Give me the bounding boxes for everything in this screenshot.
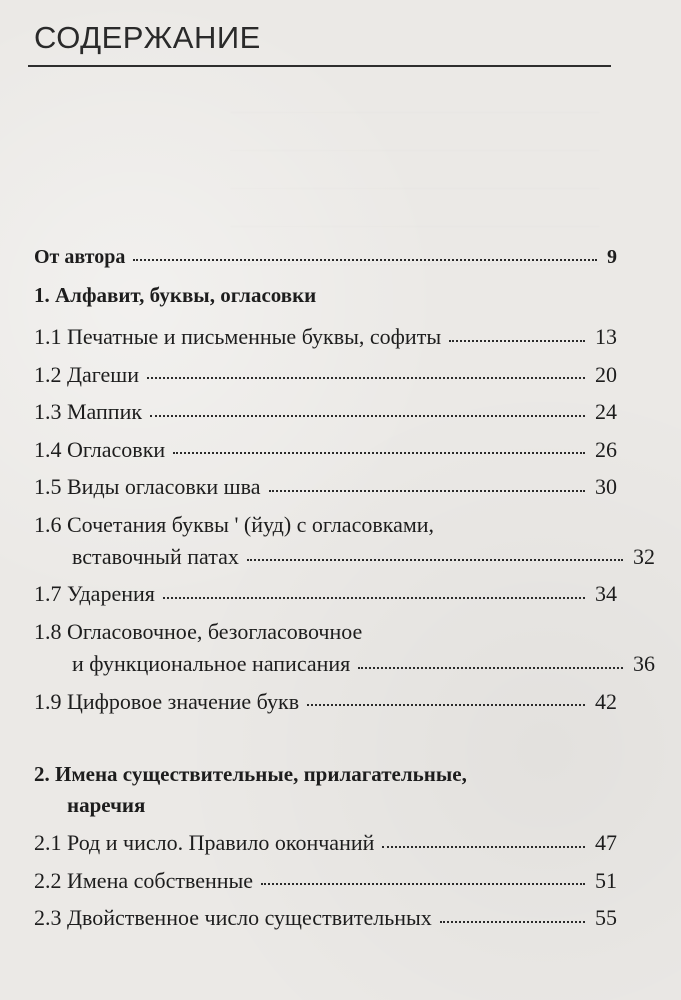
toc-line-2-2 — [34, 868, 617, 894]
section-heading-1 — [34, 283, 617, 308]
toc-number-1-1: 1.1 — [34, 324, 62, 350]
dot-leader-1-5 — [269, 490, 586, 492]
toc-title-text-1-1: Печатные и письменные буквы, софиты — [67, 324, 442, 350]
toc-number-1-3: 1.3 — [34, 399, 62, 425]
page-title: СОДЕРЖАНИЕ — [34, 20, 261, 55]
toc-title-text-1-5: Виды огласовки шва — [67, 474, 261, 500]
toc-page-1-5: 30 — [595, 474, 617, 500]
toc-number-1-5: 1.5 — [34, 474, 62, 500]
toc-title-1-7 — [62, 581, 155, 607]
toc-entry-2-2 — [34, 868, 617, 894]
toc-page-2-3: 55 — [595, 905, 617, 931]
toc-line-1-9 — [34, 689, 617, 715]
dot-leader-2-1 — [382, 846, 585, 848]
toc-title-1-9 — [62, 689, 300, 715]
toc-page-1-8: 36 — [633, 650, 655, 676]
toc-entry-1-7 — [34, 581, 617, 607]
toc-number-1-4: 1.4 — [34, 436, 62, 462]
show-through-text — [230, 95, 600, 265]
toc-line-1-4 — [34, 437, 617, 463]
toc-page-1-6: 32 — [633, 543, 655, 569]
toc-title-1-5 — [62, 474, 261, 500]
toc-line-1-1 — [34, 324, 617, 350]
toc-number-1-7: 1.7 — [34, 581, 62, 607]
section-heading-2 — [34, 762, 617, 818]
dot-leader-1-2 — [147, 377, 585, 379]
dot-leader-1-3 — [150, 415, 585, 417]
toc-line-1-2 — [34, 362, 617, 388]
dot-leader-1-6 — [247, 559, 623, 561]
toc-title-line1-1-8 — [34, 619, 617, 645]
toc-number-1-9: 1.9 — [34, 688, 62, 714]
section-title-2-line2: наречия — [67, 793, 146, 818]
toc-title-text-1-4: Огласовки — [67, 436, 166, 462]
toc-page-1-7: 34 — [595, 581, 617, 607]
toc-title-1-1 — [62, 324, 442, 350]
toc-title-text-1-9: Цифровое значение букв — [67, 688, 300, 714]
toc-line-2-3 — [34, 905, 617, 931]
toc-page-author: 9 — [607, 246, 617, 268]
dot-leader-1-9 — [307, 704, 585, 706]
toc-entry-1-3 — [34, 399, 617, 425]
toc-page-2-2: 51 — [595, 867, 617, 893]
toc-title-2-1 — [62, 830, 375, 856]
toc-entry-1-1 — [34, 324, 617, 350]
toc-title-text-2-1: Род и число. Правило окончаний — [67, 830, 375, 856]
toc-entry-2-1 — [34, 830, 617, 856]
toc-entry-1-4 — [34, 437, 617, 463]
toc-title-first-line-1-6: Сочетания буквы ' (йуд) с огласовками, — [67, 511, 435, 537]
dot-leader-2-3 — [440, 921, 585, 923]
toc-title-text-1-7: Ударения — [67, 581, 155, 607]
toc-number-2-3: 2.3 — [34, 905, 62, 931]
toc-page-1-2: 20 — [595, 361, 617, 387]
dot-leader-2-2 — [261, 883, 585, 885]
toc-title-second-line-1-6: вставочный патах — [72, 543, 239, 569]
toc-line-1-8 — [34, 651, 655, 677]
toc-entry-1-2 — [34, 362, 617, 388]
toc-number-2-2: 2.2 — [34, 867, 62, 893]
table-of-contents — [34, 246, 655, 931]
toc-page-2-1: 47 — [595, 830, 617, 856]
toc-number-2-1: 2.1 — [34, 830, 62, 856]
toc-page-1-3: 24 — [595, 399, 617, 425]
toc-number-1-2: 1.2 — [34, 361, 62, 387]
toc-line-author — [34, 246, 617, 269]
toc-title-1-3 — [62, 399, 143, 425]
toc-title-1-4 — [62, 437, 166, 463]
toc-title-text-1-2: Дагеши — [67, 361, 139, 387]
toc-line-1-5 — [34, 474, 617, 500]
dot-leader-1-7 — [163, 597, 585, 599]
toc-title-1-2 — [62, 362, 139, 388]
toc-title-text-2-2: Имена собственные — [67, 867, 254, 893]
toc-title-line1-1-6 — [34, 512, 617, 538]
toc-entry-1-5 — [34, 474, 617, 500]
dot-leader-1-4 — [173, 452, 585, 454]
toc-title-text-2-3: Двойственное число существительных — [67, 905, 432, 931]
section-title-2-line1: 2. Имена существительные, прилагательные, — [34, 762, 467, 787]
toc-line-1-7 — [34, 581, 617, 607]
toc-page-1-1: 13 — [595, 324, 617, 350]
toc-title-second-line-1-8: и функциональное написания — [72, 650, 351, 676]
dot-leader-author — [133, 259, 597, 261]
dot-leader-1-1 — [449, 340, 585, 342]
toc-line-2-1 — [34, 830, 617, 856]
toc-entry-1-8 — [34, 618, 655, 677]
toc-entry-author — [34, 246, 617, 269]
toc-number-1-6: 1.6 — [34, 511, 62, 537]
toc-title-first-line-1-8: Огласовочное, безогласовочное — [67, 618, 363, 644]
toc-line-1-6 — [34, 544, 655, 570]
toc-page-1-9: 42 — [595, 688, 617, 714]
toc-title-text-1-3: Маппик — [67, 399, 143, 425]
section-title-1: 1. Алфавит, буквы, огласовки — [34, 283, 317, 308]
toc-title-author: От автора — [34, 246, 126, 268]
toc-entry-1-6 — [34, 511, 655, 570]
dot-leader-1-8 — [358, 667, 623, 669]
toc-page-1-4: 26 — [595, 436, 617, 462]
title-rule — [28, 65, 611, 67]
toc-number-1-8: 1.8 — [34, 618, 62, 644]
toc-title-2-3 — [62, 905, 432, 931]
toc-line-1-3 — [34, 399, 617, 425]
toc-entry-1-9 — [34, 689, 617, 715]
toc-title-2-2 — [62, 868, 254, 894]
toc-entry-2-3 — [34, 905, 617, 931]
